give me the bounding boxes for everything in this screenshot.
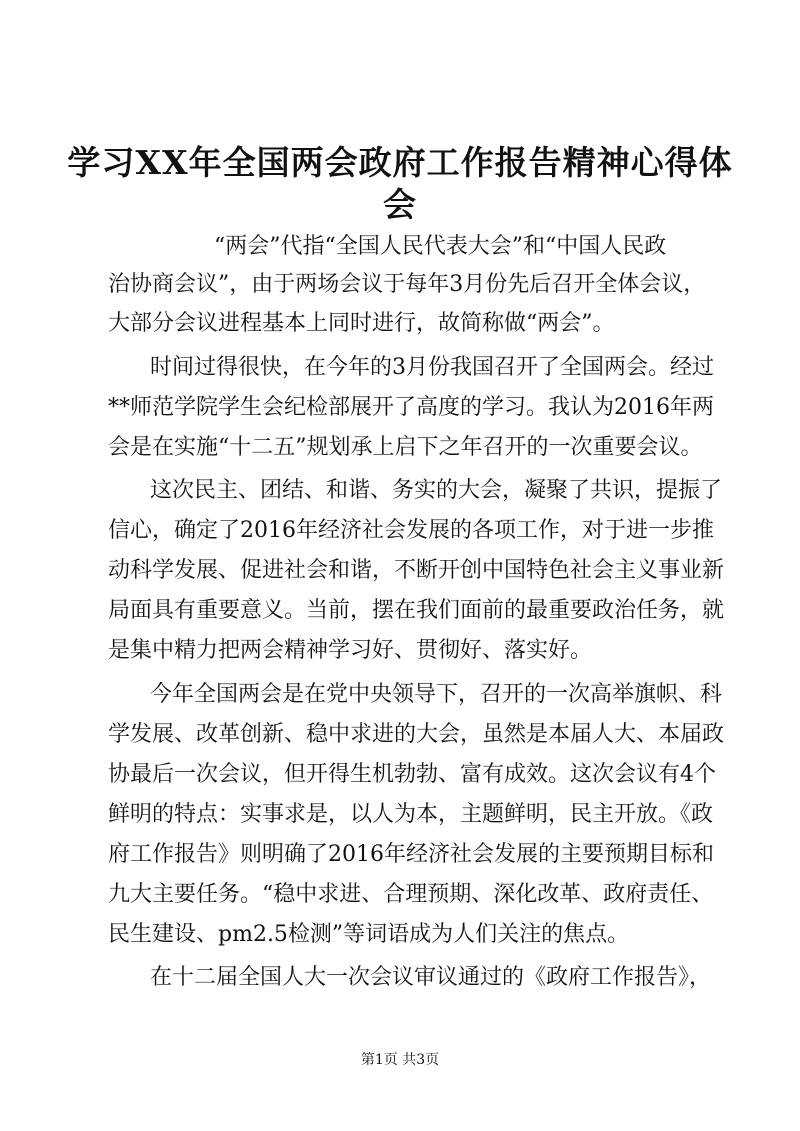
document-title-continued: 会 bbox=[383, 185, 417, 224]
paragraph-line: 协最后一次会议，但开得生机勃勃、富有成效。这次会议有4个 bbox=[108, 762, 716, 787]
paragraph-line: 是集中精力把两会精神学习好、贯彻好、落实好。 bbox=[108, 638, 593, 663]
paragraph-line: 学发展、改革创新、稳中求进的大会，虽然是本届人大、本届政 bbox=[108, 722, 725, 747]
document-title: 学习XX年全国两会政府工作报告精神心得体 bbox=[67, 143, 733, 182]
paragraph-line: 大部分会议进程基本上同时进行，故简称做“两会”。 bbox=[108, 311, 615, 336]
paragraph-line: 治协商会议”，由于两场会议于每年3月份先后召开全体会议， bbox=[108, 272, 706, 297]
paragraph-line: 这次民主、团结、和谐、务实的大会，凝聚了共识，提振了 bbox=[150, 478, 723, 503]
paragraph-line: **师范学院学生会纪检部展开了高度的学习。我认为2016年两 bbox=[108, 395, 714, 420]
paragraph-line: 府工作报告》则明确了2016年经济社会发展的主要预期目标和 bbox=[108, 842, 714, 867]
paragraph-line: 局面具有重要意义。当前，摆在我们面前的最重要政治任务，就 bbox=[108, 598, 725, 623]
paragraph-line: 在十二届全国人大一次会议审议通过的《政府工作报告》， bbox=[150, 965, 712, 990]
page-number-footer: 第1页 共3页 bbox=[360, 1052, 440, 1068]
paragraph-line: 信心，确定了2016年经济社会发展的各项工作，对于进一步推 bbox=[108, 518, 714, 543]
paragraph-line: 九大主要任务。“稳中求进、合理预期、深化改革、政府责任、 bbox=[108, 882, 714, 907]
paragraph-line: 鲜明的特点：实事求是，以人为本，主题鲜明，民主开放。《政 bbox=[108, 802, 714, 827]
paragraph-line: 今年全国两会是在党中央领导下，召开的一次高举旗帜、科 bbox=[150, 682, 723, 707]
paragraph-line: 会是在实施“十二五”规划承上启下之年召开的一次重要会议。 bbox=[108, 435, 703, 460]
paragraph-line: 民生建设、pm2.5检测”等词语成为人们关注的焦点。 bbox=[108, 922, 630, 947]
paragraph-line: “两会”代指“全国人民代表大会”和“中国人民政 bbox=[214, 234, 667, 259]
paragraph-line: 时间过得很快，在今年的3月份我国召开了全国两会。经过 bbox=[150, 355, 714, 380]
paragraph-line: 动科学发展、促进社会和谐，不断开创中国特色社会主义事业新 bbox=[108, 558, 725, 583]
